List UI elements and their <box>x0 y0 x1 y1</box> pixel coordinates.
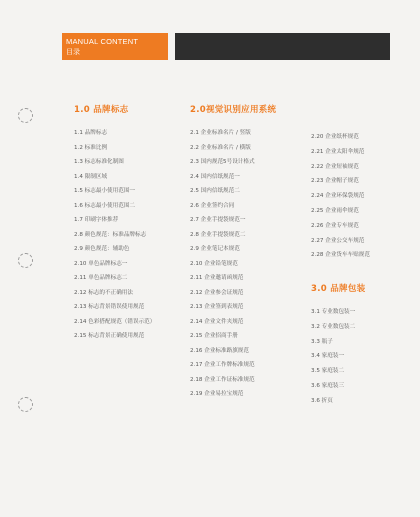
toc-item: 1.1 品牌标志 <box>74 130 108 136</box>
toc-item: 3.5 家庭装二 <box>311 368 345 375</box>
toc-item: 3.4 家庭装一 <box>311 353 345 360</box>
toc-item: 2.16 企业标准路旗规范 <box>190 347 249 354</box>
toc-item: 2.14 企业文件夹规范 <box>190 318 244 325</box>
toc-item: 2.12 企业参会证规范 <box>190 289 244 296</box>
toc-column-2 <box>190 103 276 405</box>
toc-item: 2.10 企业铅笔规范 <box>190 260 238 267</box>
toc-item: 2.4 国内信纸规范一 <box>190 173 240 180</box>
toc-column-3-packaging <box>311 282 365 412</box>
toc-item: 2.2 企业标准名片 / 横版 <box>190 144 251 151</box>
toc-item: 1.6 标志最小使用范围二 <box>74 202 136 209</box>
toc-column-1 <box>74 103 155 347</box>
header-title-block <box>62 33 168 60</box>
toc-item: 3.6 折页 <box>311 397 333 404</box>
toc-item: 2.5 国内信纸规范二 <box>190 188 240 194</box>
toc-list <box>311 133 370 266</box>
section-heading: 3.0 品牌包装 <box>311 284 366 294</box>
toc-item: 1.4 限制区域 <box>74 173 108 180</box>
header-title-en: MANUAL CONTENT <box>66 37 139 46</box>
binder-hole-icon <box>18 397 33 412</box>
toc-item: 2.18 企业工作证标准规范 <box>190 376 255 383</box>
binder-hole-icon <box>18 253 33 268</box>
toc-item: 2.17 企业工作牌标准规范 <box>190 362 255 368</box>
toc-item: 2.24 企业环保袋规范 <box>311 193 365 200</box>
toc-item: 3.6 家庭装三 <box>311 382 345 389</box>
toc-item: 2.13 标志背景错误使用规范 <box>74 304 145 310</box>
toc-item: 2.22 企业短袖规范 <box>311 163 359 170</box>
toc-item: 2.9 企业笔记本规范 <box>190 246 240 252</box>
toc-item: 2.20 企业纸杯规范 <box>311 134 359 140</box>
toc-item: 2.1 企业标准名片 / 竖版 <box>190 130 251 136</box>
toc-item: 2.28 企业货车车贴规范 <box>311 252 370 259</box>
section-heading: 2.0视觉识别应用系统 <box>190 105 277 115</box>
toc-item: 3.3 瓶子 <box>311 338 333 345</box>
toc-item: 3.2 专业数包装二 <box>311 323 356 330</box>
toc-item: 2.9 颜色规范：辅助色 <box>74 246 130 252</box>
section-heading: 1.0 品牌标志 <box>74 105 129 115</box>
toc-item: 2.10 单色品牌标志一 <box>74 260 128 267</box>
toc-item: 2.21 企业太阳伞规范 <box>311 148 365 155</box>
toc-item: 2.12 标志的不正确用法 <box>74 289 133 296</box>
toc-item: 2.25 企业雨伞规范 <box>311 207 359 214</box>
toc-item: 1.2 标准比例 <box>74 144 108 151</box>
header-title-cn: 目录 <box>66 48 80 56</box>
toc-item: 2.11 企业邀请函规范 <box>190 275 244 281</box>
toc-item: 2.14 色彩搭配规范（错误示范） <box>74 318 156 325</box>
toc-item: 1.3 标志标准化制图 <box>74 159 124 165</box>
header-dark-bar <box>175 33 390 60</box>
toc-item: 2.6 企业签约合同 <box>190 202 235 209</box>
toc-list <box>74 129 155 347</box>
toc-item: 2.15 标志背景正确使用规范 <box>74 333 145 339</box>
toc-item: 2.3 国内规范5号设计格式 <box>190 159 255 165</box>
toc-item: 2.8 企业手提袋规范二 <box>190 231 246 238</box>
toc-column-3 <box>311 133 370 266</box>
toc-item: 3.1 专业数包装一 <box>311 309 356 315</box>
toc-item: 2.7 企业手提袋规范一 <box>190 217 246 223</box>
toc-item: 2.23 企业帽子规范 <box>311 178 359 185</box>
toc-item: 2.27 企业公交车规范 <box>311 237 365 244</box>
toc-item: 1.7 印刷字体推荐 <box>74 217 119 223</box>
toc-item: 2.13 企业签到表规范 <box>190 304 244 310</box>
toc-item: 2.19 企业易拉宝规范 <box>190 391 244 397</box>
toc-list <box>311 308 365 412</box>
toc-item: 2.26 企业专车规范 <box>311 222 359 229</box>
toc-item: 2.11 单色品牌标志二 <box>74 275 128 281</box>
binder-hole-icon <box>18 108 33 123</box>
toc-list <box>190 129 276 405</box>
toc-item: 1.5 标志最小使用范围一 <box>74 188 136 194</box>
toc-item: 2.15 企业招商手册 <box>190 333 238 339</box>
toc-item: 2.8 颜色规范：标准品牌标志 <box>74 231 147 238</box>
